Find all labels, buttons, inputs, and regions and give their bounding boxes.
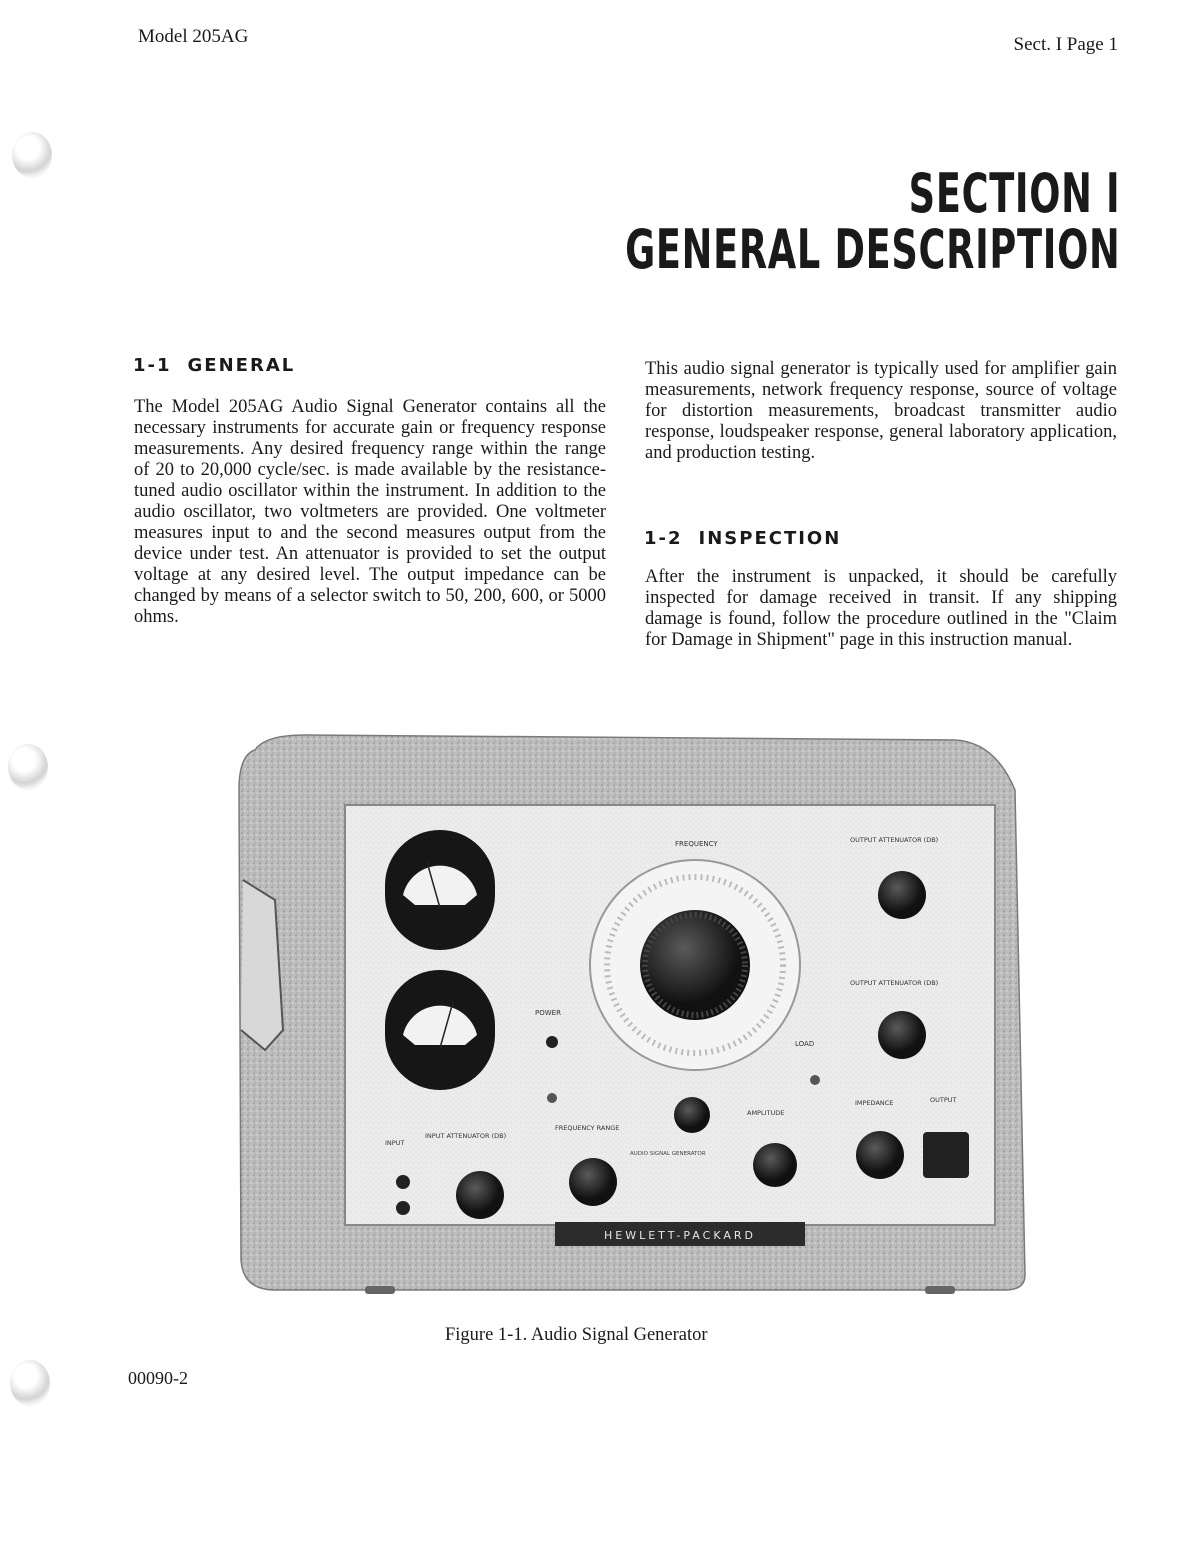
section-title-line2: GENERAL DESCRIPTION: [624, 218, 1120, 281]
label-output-attenuator-2: OUTPUT ATTENUATOR (DB): [850, 979, 939, 987]
heading-inspection-number: 1-2: [644, 528, 683, 549]
header-model: Model 205AG: [138, 26, 249, 47]
heading-general-number: 1-1: [133, 355, 172, 376]
label-input-attenuator: INPUT ATTENUATOR (DB): [425, 1132, 507, 1140]
punch-hole-bottom: [10, 1360, 50, 1406]
usage-paragraph: This audio signal generator is typically used for amplifier gain measurements, network frequency response, source of voltage for distortion measurements, broadcast transmitter audio response, loudspeaker response, general laboratory application, and production testing.: [645, 359, 1117, 463]
heading-inspection: [644, 528, 841, 549]
document-number: 00090-2: [128, 1368, 188, 1388]
section-title: [624, 162, 1120, 281]
output-attenuator-knob-2: [878, 1011, 926, 1059]
label-output-attenuator-1: OUTPUT ATTENUATOR (DB): [850, 836, 939, 844]
input-meter: [385, 830, 495, 950]
frequency-range-knob: [569, 1158, 617, 1206]
section-title-line1: SECTION I: [908, 162, 1120, 225]
vernier-knob: [674, 1097, 710, 1133]
punch-hole-middle: [8, 744, 48, 790]
load-switch: [810, 1075, 820, 1085]
power-switch: [547, 1093, 557, 1103]
input-terminal-1: [396, 1175, 410, 1189]
label-frequency: FREQUENCY: [675, 840, 718, 848]
input-attenuator-knob: [456, 1171, 504, 1219]
impedance-knob: [856, 1131, 904, 1179]
figure-caption: Figure 1-1. Audio Signal Generator: [445, 1325, 708, 1345]
header-page: Sect. I Page 1: [1013, 34, 1118, 55]
heading-general-label: GENERAL: [187, 355, 296, 376]
label-input: INPUT: [385, 1139, 405, 1147]
heading-inspection-label: INSPECTION: [698, 528, 842, 549]
input-terminal-2: [396, 1201, 410, 1215]
label-power: POWER: [535, 1009, 561, 1017]
output-terminals: [923, 1132, 969, 1178]
punch-hole-top: [12, 132, 52, 178]
label-impedance: IMPEDANCE: [855, 1099, 894, 1107]
output-meter: [385, 970, 495, 1090]
label-load: LOAD: [795, 1040, 815, 1048]
heading-general: [133, 355, 295, 376]
label-amplitude: AMPLITUDE: [747, 1109, 785, 1117]
output-attenuator-knob-1: [878, 871, 926, 919]
amplitude-knob: [753, 1143, 797, 1187]
label-frequency-range: FREQUENCY RANGE: [555, 1124, 620, 1132]
label-output: OUTPUT: [930, 1096, 957, 1104]
label-brand: AUDIO SIGNAL GENERATOR: [630, 1151, 706, 1157]
power-lamp: [546, 1036, 558, 1048]
nameplate-text: HEWLETT-PACKARD: [604, 1229, 756, 1242]
figure-audio-signal-generator: [235, 730, 1035, 1300]
general-paragraph: The Model 205AG Audio Signal Generator contains all the necessary instruments for accurate gain or frequency response measurements. Any desired frequency range within the range of 20 to 20,000 cycle/sec. is made available by the resistance-tuned audio oscillator within the instrument. In addition to the audio oscillator, two voltmeters are provided. One voltmeter measures input to and the second measures output from the device under test. An attenuator is provided to set the output voltage at any desired level. The output impedance can be changed by means of a selector switch to 50, 200, 600, or 5000 ohms.: [134, 397, 606, 627]
inspection-paragraph: After the instrument is unpacked, it should be carefully inspected for damage received in transit. If any shipping damage is found, follow the procedure outlined in the "Claim for Damage in Shipment" page in this instruction manual.: [645, 567, 1117, 650]
